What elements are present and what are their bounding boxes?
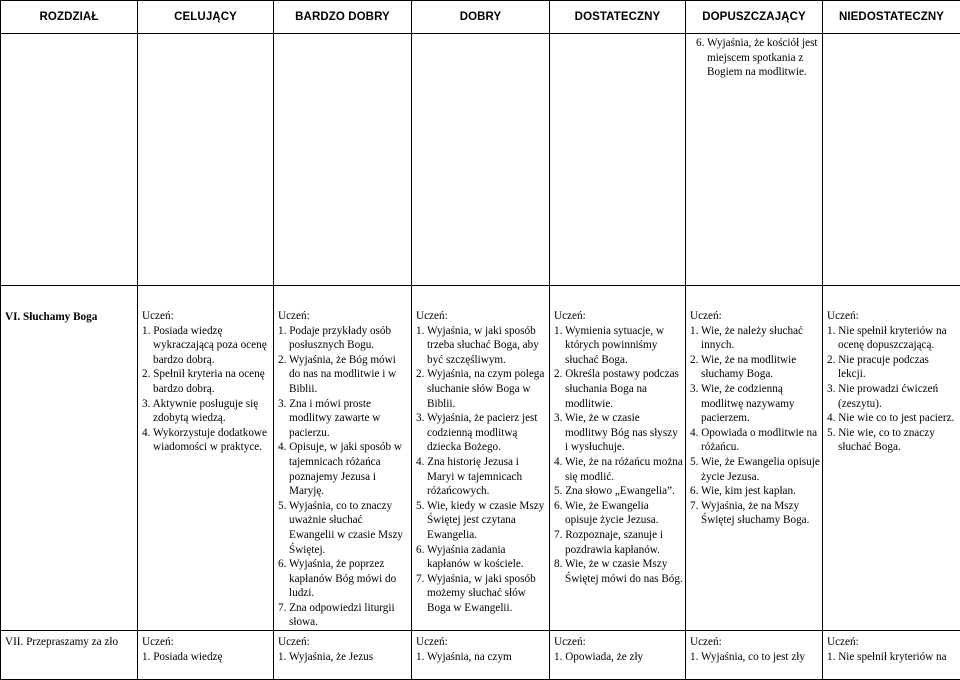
list-item: 3. Wyjaśnia, że pacierz jest codzienną modlitwą dziecka Bożego.	[416, 411, 547, 455]
student-label: Uczeń:	[827, 309, 958, 324]
list-item: 6. Wyjaśnia, że kościół jest miejscem spotkania z Bogiem na modlitwie.	[696, 36, 820, 80]
list-item: 5. Wyjaśnia, co to znaczy uważnie słuchać Ewangelii w czasie Mszy Świętej.	[278, 499, 409, 557]
list-item: 2. Wyjaśnia, że Bóg mówi do nas na modlitwie i w Biblii.	[278, 353, 409, 397]
header-celujacy: CELUJĄCY	[138, 1, 274, 34]
header-rozdzial: ROZDZIAŁ	[1, 1, 138, 34]
student-label: Uczeń:	[554, 309, 683, 324]
header-dobry: DOBRY	[412, 1, 550, 34]
header-bardzo-dobry: BARDZO DOBRY	[274, 1, 412, 34]
list-item: 1. Wymienia sytuacje, w których powinniśmy słuchać Boga.	[554, 324, 683, 368]
header-row	[1, 1, 960, 34]
list-item: 3. Nie prowadzi ćwiczeń (zeszytu).	[827, 382, 958, 411]
student-label: Uczeń:	[554, 635, 683, 650]
list-item: 4. Nie wie co to jest pacierz.	[827, 411, 958, 426]
cell-empty	[1, 34, 138, 286]
cell-dostateczny-vii	[550, 631, 686, 680]
criteria-list-niedostateczny	[827, 324, 958, 455]
student-label: Uczeń:	[690, 635, 820, 650]
list-item: 1. Posiada wiedzę wykraczającą poza ocenę bardzo dobrą.	[142, 324, 271, 368]
cell-bardzo-dobry	[274, 286, 412, 631]
list-item: 5. Zna słowo „Ewangelia”.	[554, 484, 683, 499]
list-item: 2. Wyjaśnia, na czym polega słuchanie słów Boga w Biblii.	[416, 367, 547, 411]
list-item: 3. Wie, że w czasie modlitwy Bóg nas słyszy i wysłuchuje.	[554, 411, 683, 455]
cell-dobry	[412, 286, 550, 631]
list-item: 1. Wyjaśnia, co to jest zły	[690, 650, 820, 665]
cell-bardzo-dobry-vii	[274, 631, 412, 680]
student-label: Uczeń:	[416, 635, 547, 650]
cell-empty	[550, 34, 686, 286]
list-item: 7. Wyjaśnia, że na Mszy Świętej słuchamy Boga.	[690, 499, 820, 528]
criteria-list-bardzo-dobry	[278, 324, 409, 630]
student-label: Uczeń:	[416, 309, 547, 324]
student-label: Uczeń:	[278, 635, 409, 650]
list-item: 3. Aktywnie posługuje się zdobytą wiedzą.	[142, 397, 271, 426]
table-row-chapter-vi	[1, 286, 960, 631]
chapter-title-vi: VI. Słuchamy Boga	[1, 286, 138, 631]
list-item: 1. Posiada wiedzę	[142, 650, 271, 665]
student-label: Uczeń:	[142, 635, 271, 650]
list-item: 7. Zna odpowiedzi liturgii słowa.	[278, 601, 409, 630]
list-item: 1. Nie spełnił kryteriów na	[827, 650, 958, 665]
cell-dopuszczajacy-continuation	[686, 34, 823, 286]
list-item: 1. Wie, że należy słuchać innych.	[690, 324, 820, 353]
list-item: 5. Wie, kiedy w czasie Mszy Świętej jest czytana Ewangelia.	[416, 499, 547, 543]
chapter-title-vii: VII. Przepraszamy za zło	[1, 631, 138, 680]
header-niedostateczny: NIEDOSTATECZNY	[823, 1, 960, 34]
list-item: 2. Spełnił kryteria na ocenę bardzo dobrą.	[142, 367, 271, 396]
student-label: Uczeń:	[690, 309, 820, 324]
header-dostateczny: DOSTATECZNY	[550, 1, 686, 34]
student-label: Uczeń:	[278, 309, 409, 324]
cell-celujacy	[138, 286, 274, 631]
cell-empty	[138, 34, 274, 286]
list-item: 3. Zna i mówi proste modlitwy zawarte w pacierzu.	[278, 397, 409, 441]
list-item: 5. Wie, że Ewangelia opisuje życie Jezusa.	[690, 455, 820, 484]
list-item: 2. Nie pracuje podczas lekcji.	[827, 353, 958, 382]
cell-dostateczny	[550, 286, 686, 631]
list-item: 4. Wykorzystuje dodatkowe wiadomości w praktyce.	[142, 426, 271, 455]
student-label: Uczeń:	[827, 635, 958, 650]
list-item: 1. Wyjaśnia, że Jezus	[278, 650, 409, 665]
list-item: 7. Wyjaśnia, w jaki sposób możemy słuchać słów Boga w Ewangelii.	[416, 572, 547, 616]
cell-empty	[274, 34, 412, 286]
criteria-list	[696, 36, 820, 80]
criteria-list-dopuszczajacy	[690, 324, 820, 528]
list-item: 6. Wyjaśnia, że poprzez kapłanów Bóg mówi do ludzi.	[278, 557, 409, 601]
cell-dopuszczajacy	[686, 286, 823, 631]
list-item: 5. Nie wie, co to znaczy słuchać Boga.	[827, 426, 958, 455]
table-row-chapter-vii	[1, 631, 960, 680]
header-dopuszczajacy: DOPUSZCZAJĄCY	[686, 1, 823, 34]
cell-celujacy-vii	[138, 631, 274, 680]
list-item: 4. Zna historię Jezusa i Maryi w tajemnicach różańcowych.	[416, 455, 547, 499]
cell-dopuszczajacy-vii	[686, 631, 823, 680]
list-item: 7. Rozpoznaje, szanuje i pozdrawia kapłanów.	[554, 528, 683, 557]
list-item: 1. Nie spełnił kryteriów na ocenę dopuszczającą.	[827, 324, 958, 353]
list-item: 6. Wie, kim jest kapłan.	[690, 484, 820, 499]
criteria-list-dostateczny	[554, 324, 683, 587]
list-item: 6. Wie, że Ewangelia opisuje życie Jezusa.	[554, 499, 683, 528]
list-item: 2. Określa postawy podczas słuchania Boga na modlitwie.	[554, 367, 683, 411]
cell-niedostateczny	[823, 286, 960, 631]
list-item: 1. Podaje przykłady osób posłusznych Bogu.	[278, 324, 409, 353]
cell-niedostateczny-vii	[823, 631, 960, 680]
cell-dobry-vii	[412, 631, 550, 680]
list-item: 4. Wie, że na różańcu można się modlić.	[554, 455, 683, 484]
cell-empty	[823, 34, 960, 286]
list-item: 1. Wyjaśnia, na czym	[416, 650, 547, 665]
criteria-list-dobry	[416, 324, 547, 616]
list-item: 1. Wyjaśnia, w jaki sposób trzeba słuchać Boga, aby być szczęśliwym.	[416, 324, 547, 368]
cell-empty	[412, 34, 550, 286]
student-label: Uczeń:	[142, 309, 271, 324]
list-item: 2. Wie, że na modlitwie słuchamy Boga.	[690, 353, 820, 382]
list-item: 4. Opisuje, w jaki sposób w tajemnicach różańca poznajemy Jezusa i Maryję.	[278, 440, 409, 498]
criteria-list-celujacy	[142, 324, 271, 455]
list-item: 4. Opowiada o modlitwie na różańcu.	[690, 426, 820, 455]
list-item: 3. Wie, że codzienną modlitwę nazywamy pacierzem.	[690, 382, 820, 426]
list-item: 8. Wie, że w czasie Mszy Świętej mówi do nas Bóg.	[554, 557, 683, 586]
table-row-continuation	[1, 34, 960, 286]
list-item: 6. Wyjaśnia zadania kapłanów w kościele.	[416, 543, 547, 572]
list-item: 1. Opowiada, że zły	[554, 650, 683, 665]
